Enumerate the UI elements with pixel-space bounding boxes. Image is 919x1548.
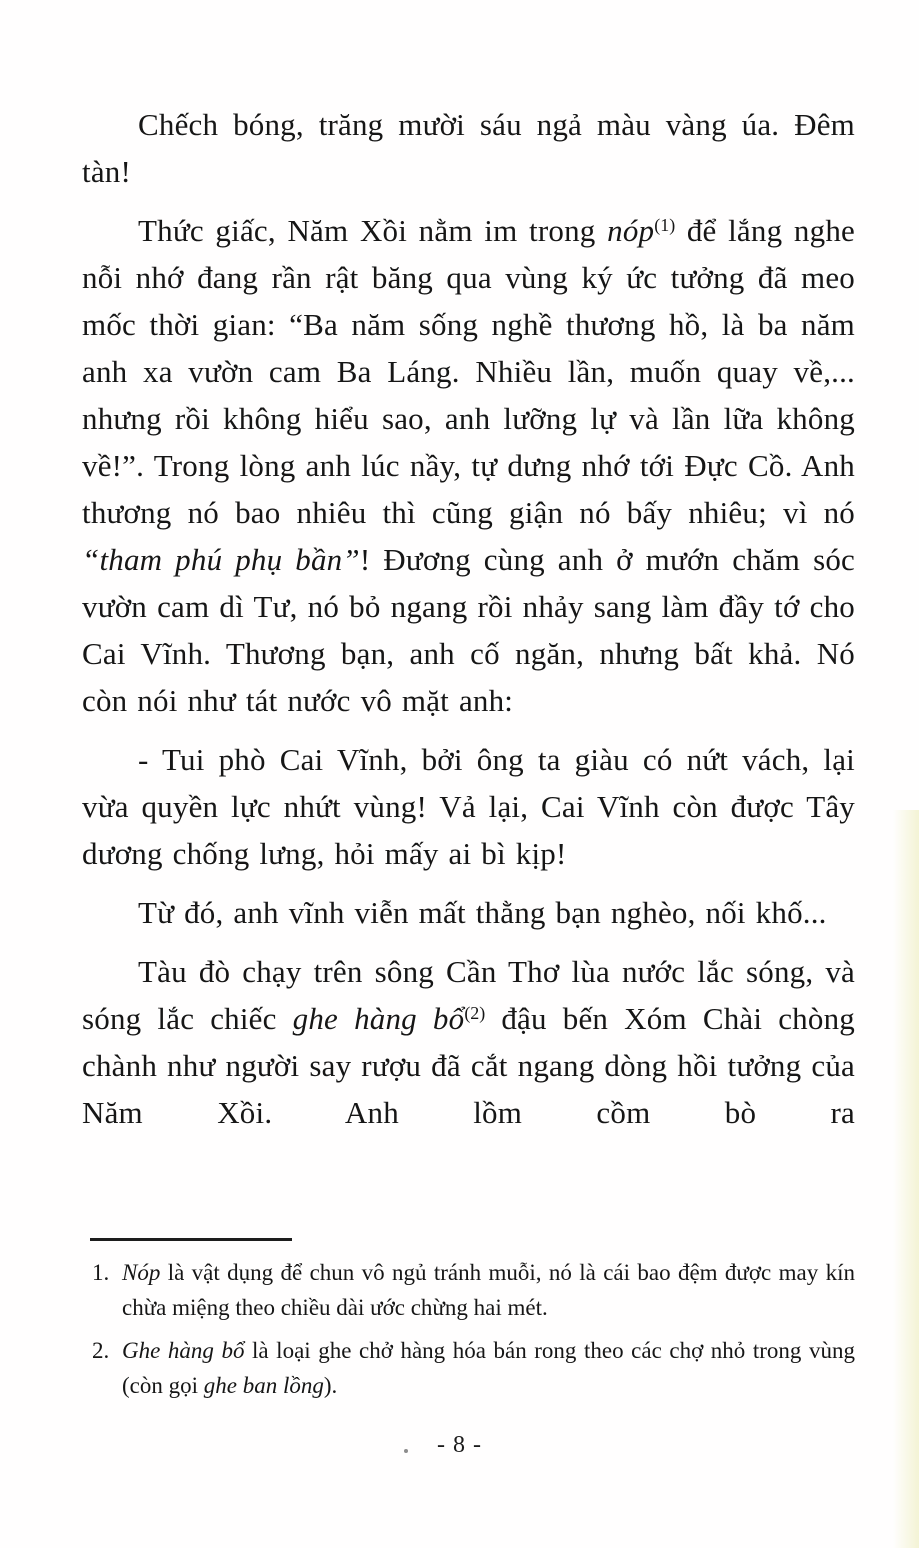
footnotes-section (82, 1238, 855, 1411)
footnote-ref-2: (2) (464, 1003, 486, 1023)
term-tham-phu-phu-ban: “tham phú phụ bần” (82, 542, 360, 577)
term-nop-definition: Nóp (122, 1260, 161, 1285)
page-body (82, 101, 855, 1148)
paragraph-2-text-a: Thức giấc, Năm Xồi nằm im trong (138, 213, 608, 248)
paragraph-2 (82, 207, 855, 724)
paragraph-3-dialogue (82, 736, 855, 877)
paragraph-5 (82, 948, 855, 1136)
paragraph-4 (82, 889, 855, 936)
paragraph-5-text-b: đậu bến Xóm Chài chòng chành như người say rượu đã cắt ngang dòng hồi tưởng của Năm Xồi. Anh lồm cồm bò ra (82, 1001, 855, 1130)
footnote-2 (82, 1333, 855, 1403)
footnote-2-number: 2. (92, 1338, 110, 1363)
scan-speck (404, 1449, 408, 1453)
paragraph-2-text-c: ! Đương cùng anh ở mướn chăm sóc vườn cam dì Tư, nó bỏ ngang rồi nhảy sang làm đầy tớ cho Cai Vĩnh. Thương bạn, anh cố ngăn, nhưng bất khả. Nó còn nói như tát nước vô mặt anh: (82, 542, 855, 718)
footnote-1 (82, 1255, 855, 1325)
footnote-ref-1: (1) (654, 215, 676, 235)
footnote-1-number: 1. (92, 1260, 110, 1285)
paragraph-1-text: Chếch bóng, trăng mười sáu ngả màu vàng úa. Đêm tàn! (82, 107, 855, 189)
paragraph-3-text: - Tui phò Cai Vĩnh, bởi ông ta giàu có nứt vách, lại vừa quyền lực nhứt vùng! Vả lại, Cai Vĩnh còn được Tây dương chống lưng, hỏi mấy ai bì kịp! (82, 742, 855, 871)
paragraph-5-text-a: Tàu đò chạy trên sông Cần Thơ lùa nước lắc sóng, và sóng lắc chiếc (82, 954, 855, 1036)
footnote-separator (90, 1238, 292, 1241)
term-ghe-hang-bo-definition: Ghe hàng bổ (122, 1338, 245, 1363)
page-number: - 8 - (437, 1432, 482, 1458)
footnote-2-text-end: ). (323, 1373, 338, 1398)
term-nop: nóp (607, 213, 655, 248)
footnote-2-text (122, 1333, 855, 1403)
footnote-2-text-mid: là loại ghe chở hàng hóa bán rong theo các chợ nhỏ trong vùng (còn gọi (122, 1338, 855, 1398)
term-ghe-hang-bo: ghe hàng bổ (292, 1001, 465, 1036)
paragraph-1 (82, 101, 855, 195)
paragraph-2-text-b: để lắng nghe nỗi nhớ đang rần rật băng qua vùng ký ức tưởng đã meo mốc thời gian: “Ba năm sống nghề thương hồ, là ba năm anh xa vườn cam Ba Láng. Nhiều lần, muốn quay về,... nhưng rồi không hiểu sao, anh lưỡng lự và lần lữa không về!”. Trong lòng anh lúc nầy, tự dưng nhớ tới Đực Cồ. Anh thương nó bao nhiêu thì cũng giận nó bấy nhiêu; vì nó (82, 213, 855, 530)
footnote-1-text-rest: là vật dụng để chun vô ngủ tránh muỗi, nó là cái bao đệm được may kín chừa miệng theo chiều dài ước chừng hai mét. (122, 1260, 855, 1320)
term-ghe-ban-long: ghe ban lồng (203, 1373, 324, 1398)
footnote-1-text (122, 1255, 855, 1325)
paragraph-4-text: Từ đó, anh vĩnh viễn mất thằng bạn nghèo, nối khố... (138, 895, 827, 930)
